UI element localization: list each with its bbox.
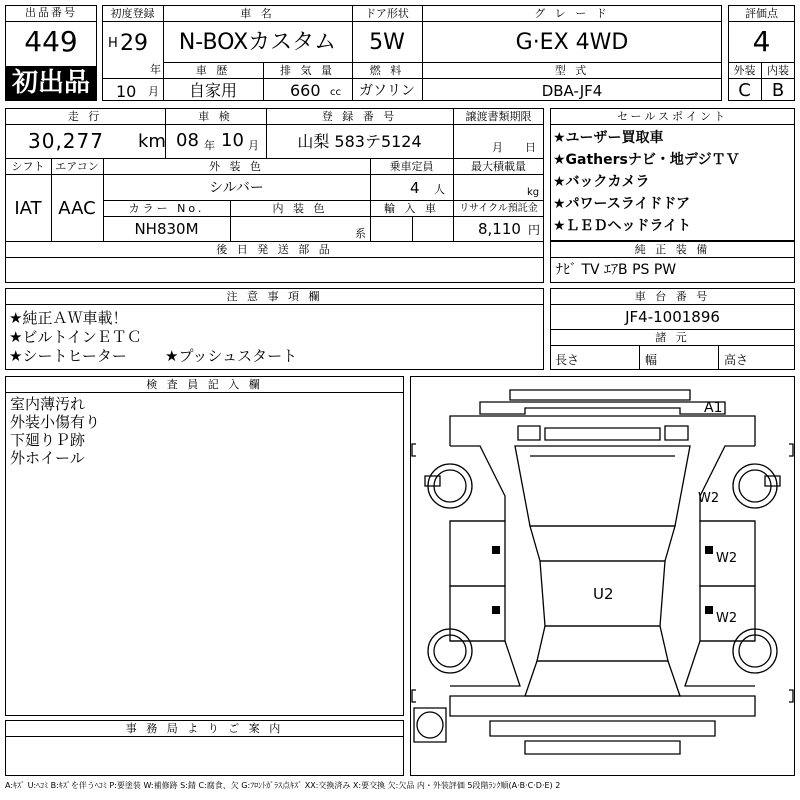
interior-grade: B [771,80,785,101]
mark-w2-rear-door: W2 [716,611,738,626]
mileage-unit: km [138,131,166,152]
displacement-label: 排 気 量 [280,64,335,77]
displacement: 660 [290,81,321,100]
first-listing-text: 初出品 [11,68,90,98]
inspection-year: 08 [176,130,199,151]
first-registration-label: 初度登録 [110,7,155,20]
genuine-equipment: ﾅﾋﾞ TV ｴｱB PS PW [556,262,677,278]
inspection-month-unit: 月 [248,139,259,152]
mark-w2-fender: W2 [698,491,720,506]
color-number-label: カラー No. [128,202,205,215]
interior-label: 内装 [767,64,789,77]
inspection-label: 車 検 [198,110,233,123]
note-3b: ★プッシュスタート [165,347,298,365]
transfer-day-unit: 日 [525,141,536,154]
recycle-label: リサイクル預託金 [459,203,538,214]
sales-points-label: セールスポイント [616,110,728,123]
history: 自家用 [188,81,237,100]
sales-point-3: ★バックカメラ [553,174,650,190]
inspector-line-4: 外ホイール [10,449,85,467]
displacement-unit: cc [330,87,341,98]
fuel: ガソリン [359,83,415,99]
recycle-fee: 8,110 [478,220,521,238]
office-label: 事 務 局 よ り ご 案 内 [125,722,284,735]
color-number: NH830M [134,220,199,238]
genuine-equipment-label: 純 正 装 備 [634,243,711,256]
sales-point-4: ★パワースライドドア [553,196,691,212]
max-load-label: 最大積載量 [471,160,526,173]
ext-color-label: 外 装 色 [209,160,264,173]
mileage: 30,277 [28,129,104,153]
aircon-label: エアコン [55,160,99,173]
import-label: 輸 入 車 [384,202,439,215]
height-label: 高さ [724,353,749,367]
sales-point-5: ★ＬＥＤヘッドライト [553,218,692,234]
car-diagram [410,376,795,776]
capacity-label: 乗車定員 [389,160,434,173]
capacity: 4 [410,179,420,197]
length-label: 長さ [555,353,580,367]
door-type-label: ドア形状 [365,7,409,20]
sales-point-1: ★ユーザー買取車 [553,130,664,146]
month-unit: 月 [148,85,159,98]
sales-point-2: ★Gathersナビ・地デジＴＶ [553,152,740,168]
first-reg-month: 10 [116,82,137,101]
dims-label: 諸 元 [655,331,690,344]
int-color-unit: 系 [355,227,366,240]
inspector-label: 検 査 員 記 入 欄 [146,378,263,391]
transfer-month-unit: 月 [492,141,503,154]
car-name-label: 車 名 [240,7,275,20]
year-unit: 年 [150,63,161,76]
note-3a: ★シートヒーター [9,347,127,365]
grade-label: グ レ ー ド [534,7,610,20]
fuel-label: 燃 料 [369,64,405,77]
exterior-grade: C [738,80,751,101]
era-mark: H [108,36,118,51]
inspector-line-3: 下廻りＰ跡 [10,431,86,449]
capacity-unit: 人 [434,183,445,196]
inspector-line-2: 外装小傷有り [10,413,101,431]
mark-w2-front-door: W2 [716,551,738,566]
door-type: 5W [369,30,405,55]
shift-label: シフト [11,160,45,173]
inspection-month: 10 [221,130,244,151]
history-label: 車 歴 [195,64,231,77]
legend: A:ｷｽﾞ U:ﾍｺﾐ B:ｷｽﾞを伴うﾍｺﾐ P:要塗装 W:補修跡 S:錆 C:腐食、欠 G:ﾌﾛﾝﾄｶﾞﾗｽ点ｷｽﾞ XX:交換済み X:要交換 欠:欠品 内・外装評価 5段階ﾗﾝｸ順(A·B·C·D·E) 2 [5,781,561,790]
car-name: N-BOXカスタム [178,30,337,55]
inspection-year-unit: 年 [204,139,215,152]
chassis-number: JF4-1001896 [625,308,720,326]
note-1: ★純正ＡＷ車載！ [9,309,128,327]
grade: G·EX 4WD [515,30,629,55]
lot-number: 449 [24,25,78,58]
score-label: 評価点 [745,7,778,20]
first-reg-year: 29 [120,31,148,56]
later-parts-label: 後 日 発 送 部 品 [216,243,333,256]
transfer-deadline-label: 譲渡書類期限 [465,110,532,123]
chassis-label: 車 台 番 号 [634,290,711,303]
mark-u2-roof: U2 [593,585,614,603]
note-2: ★ビルトインＥＴＣ [9,328,142,346]
int-color-label: 内 装 色 [272,202,328,215]
mark-a1: A1 [704,400,723,416]
lot-number-label: 出品番号 [25,6,77,19]
registration-number: 山梨 583テ5124 [297,132,422,151]
mileage-label: 走 行 [67,110,103,123]
recycle-unit: 円 [528,223,541,237]
model-label: 型 式 [554,64,590,77]
max-load-unit: kg [527,187,540,198]
exterior-label: 外装 [733,64,756,77]
model: DBA-JF4 [541,82,603,100]
inspector-line-1: 室内薄汚れ [10,395,86,413]
score: 4 [752,25,771,58]
ext-color: シルバー [209,180,264,196]
shift: IAT [14,198,42,219]
notes-label: 注 意 事 項 欄 [226,290,323,303]
aircon: AAC [58,198,96,219]
registration-label: 登 録 番 号 [321,110,398,123]
width-label: 幅 [645,353,658,367]
